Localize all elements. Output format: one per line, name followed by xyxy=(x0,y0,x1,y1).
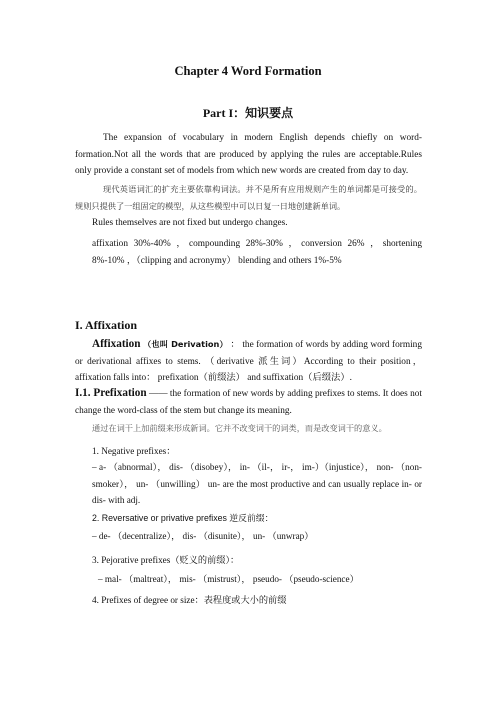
prefixation-heading: I.1. Prefixation xyxy=(75,387,147,399)
degree-prefixes-title: 4. Prefixes of degree or size：表程度或大小的前缀 xyxy=(92,595,287,605)
negative-prefixes-examples: – a- （abnormal）， dis- （disobey）， in- （il-， ir-， im-）（injustice）， non- （non-smoker）， un- （unwilling） un- are the most productive and can usually replace in- or dis- with adj. xyxy=(92,462,422,505)
prefixation-definition: —— the formation of new words by adding prefixes to stems. It does not change the word-class of the stem but change its meaning. xyxy=(75,389,423,416)
chapter-title: Chapter 4 Word Formation xyxy=(174,64,322,78)
prefixation-zh: 通过在词干上加前缀来形成新词。它并不改变词干的词类，而是改变词干的意义。 xyxy=(92,423,387,433)
part-heading: Part I：知识要点 xyxy=(202,106,294,120)
pejorative-prefixes-title: 3. Pejorative prefixes（贬义的前缀）： xyxy=(92,555,240,565)
affixation-term: Affixation xyxy=(92,338,141,350)
reversative-prefixes-title: 2. Reversative or privative prefixes 逆反前缀： xyxy=(92,513,274,523)
section-heading-affixation: I. Affixation xyxy=(75,318,138,332)
pejorative-prefixes-examples: – mal- （maltreat）， mis- （mistrust）， pseudo- （pseudo-science） xyxy=(98,574,359,584)
statistics-text: affixation 30%-40% ，compounding 28%-30% ，conversion 26% ，shortening 8%-10% ，（clipping and acronymy） blending and others 1%-5% xyxy=(92,239,422,266)
affixation-definition: ： the formation of words by adding word forming or derivational affixes to stems. （derivative 派生词）According to their position， affixation falls into： prefixation（前缀法） and suffixation（后缀法）. xyxy=(75,340,422,383)
affixation-paragraph xyxy=(75,336,422,387)
prefixation-paragraph xyxy=(75,385,422,419)
rules-note: Rules themselves are not fixed but undergo changes. xyxy=(92,218,288,228)
negative-prefixes-title: 1. Negative prefixes： xyxy=(92,446,176,456)
reversative-prefixes-examples: – de- （decentralize）， dis- （disunite）， un- （unwrap） xyxy=(92,531,314,541)
affixation-alias: （也叫 Derivation） xyxy=(142,339,228,349)
intro-paragraph-zh: 现代英语词汇的扩充主要依靠构词法。并不是所有应用规则产生的单词都是可接受的。规则只提供了一组固定的模型，从这些模型中可以日复一日地创建新单词。 xyxy=(75,184,422,211)
intro-paragraph-en: The expansion of vocabulary in modern English depends chiefly on word-formation.Not all the words that are produced by applying the rules are acceptable.Rules only provide a constant set of models from which new words are created from day to day. xyxy=(75,133,422,176)
statistics-paragraph xyxy=(92,236,422,269)
